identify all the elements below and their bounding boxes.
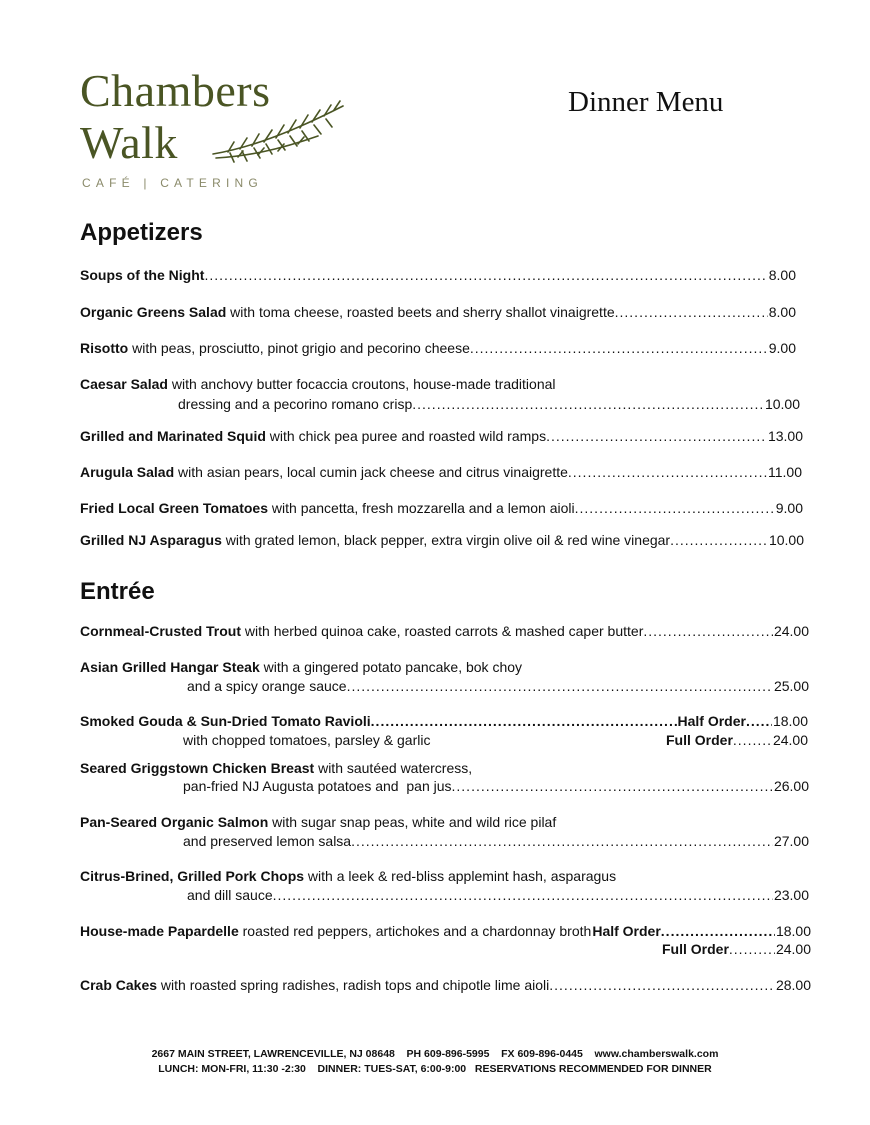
- item-price: 18.00: [772, 713, 808, 729]
- dot-leader: [746, 712, 772, 730]
- rosemary-sprig-icon: [208, 96, 348, 166]
- logo-tagline: CAFÉ | CATERING: [82, 176, 263, 190]
- item-description: with sugar snap peas, white and wild rice pilaf: [268, 814, 557, 830]
- menu-item: [80, 427, 803, 445]
- item-description: pan-fried NJ Augusta potatoes and pan jus: [183, 778, 452, 794]
- dot-leader: [615, 303, 768, 321]
- restaurant-logo: [80, 65, 360, 198]
- item-price: 23.00: [773, 887, 809, 903]
- dot-leader: [452, 777, 773, 795]
- item-description: with roasted spring radishes, radish tops and chipotle lime aioli: [157, 977, 550, 993]
- dot-leader: [575, 499, 775, 517]
- item-name: Asian Grilled Hangar Steak: [80, 659, 260, 675]
- logo-wordmark-line1: Chambers: [80, 65, 271, 116]
- item-name: Crab Cakes: [80, 977, 158, 993]
- menu-item: [80, 658, 809, 676]
- menu-item-continuation: [183, 832, 809, 850]
- item-name: Grilled and Marinated Squid: [80, 428, 266, 444]
- dot-leader: [733, 731, 772, 749]
- dot-leader: [204, 266, 767, 284]
- full-order-line: [662, 940, 811, 958]
- item-price: 24.00: [773, 623, 809, 639]
- dot-leader: [546, 427, 767, 445]
- item-price: 24.00: [775, 941, 811, 957]
- item-description: with chopped tomatoes, parsley & garlic: [183, 732, 431, 748]
- menu-item: [80, 463, 802, 481]
- footer-hours: LUNCH: MON-FRI, 11:30 -2:30 DINNER: TUES-SAT, 6:00-9:00 RESERVATIONS RECOMMENDED FOR DINNER: [158, 1063, 712, 1075]
- logo-wordmark-line2: Walk: [80, 117, 178, 168]
- item-name: Grilled NJ Asparagus: [80, 532, 222, 548]
- menu-item: [80, 759, 809, 777]
- item-name: Pan-Seared Organic Salmon: [80, 814, 269, 830]
- menu-item: [80, 531, 804, 549]
- item-description: dressing and a pecorino romano crisp: [178, 396, 413, 412]
- item-name: Arugula Salad: [80, 464, 175, 480]
- item-description: with toma cheese, roasted beets and sherry shallot vinaigrette: [226, 304, 615, 320]
- dot-leader: [273, 886, 773, 904]
- entree-heading: Entrée: [80, 578, 155, 605]
- menu-item: [80, 867, 809, 885]
- item-description: with herbed quinoa cake, roasted carrots & mashed caper butter: [241, 623, 644, 639]
- footer-address: 2667 MAIN STREET, LAWRENCEVILLE, NJ 08648 PH 609-896-5995 FX 609-896-0445 www.chamberswalk.com: [151, 1048, 719, 1060]
- full-order-line: [666, 731, 808, 749]
- item-price: 28.00: [775, 977, 811, 993]
- item-name: Smoked Gouda & Sun-Dried Tomato Ravioli: [80, 713, 371, 729]
- item-description: with chick pea puree and roasted wild ramps: [265, 428, 547, 444]
- dot-leader: [729, 940, 775, 958]
- item-price: 24.00: [772, 732, 808, 748]
- menu-item-continuation: [183, 731, 475, 749]
- item-description: with peas, prosciutto, pinot grigio and pecorino cheese: [128, 340, 470, 356]
- item-price: 25.00: [773, 678, 809, 694]
- item-price: 9.00: [775, 500, 803, 516]
- item-name: Citrus-Brined, Grilled Pork Chops: [80, 868, 305, 884]
- dot-leader: [347, 677, 773, 695]
- menu-item: [80, 622, 809, 640]
- dot-leader: [412, 395, 764, 413]
- item-price: 10.00: [764, 396, 800, 412]
- menu-item: [80, 922, 811, 940]
- item-description: with a gingered potato pancake, bok choy: [259, 659, 523, 675]
- item-name: Caesar Salad: [80, 376, 168, 392]
- item-name: Organic Greens Salad: [80, 304, 227, 320]
- item-description: with pancetta, fresh mozzarella and a lemon aioli: [268, 500, 575, 516]
- item-description: with sautéed watercress,: [314, 760, 473, 776]
- menu-item: [80, 976, 811, 994]
- item-description: and preserved lemon salsa: [183, 833, 352, 849]
- full-order-label: Full Order: [662, 941, 729, 957]
- dot-leader: [470, 339, 768, 357]
- menu-item-continuation: [187, 677, 809, 695]
- menu-item: [80, 813, 809, 831]
- item-description: with anchovy butter focaccia croutons, house-made traditional: [167, 376, 556, 392]
- dot-leader: [670, 531, 768, 549]
- item-price: 27.00: [773, 833, 809, 849]
- item-name: Soups of the Night: [80, 267, 205, 283]
- item-name: Risotto: [80, 340, 129, 356]
- item-description: with asian pears, local cumin jack cheese and citrus vinaigrette: [174, 464, 568, 480]
- item-price: 10.00: [768, 532, 804, 548]
- dot-leader: [351, 832, 773, 850]
- menu-item: [80, 266, 796, 284]
- menu-item: [80, 712, 808, 730]
- item-price: 13.00: [767, 428, 803, 444]
- dot-leader: [661, 922, 775, 940]
- page-title: Dinner Menu: [568, 86, 724, 118]
- item-name: House-made Papardelle: [80, 923, 239, 939]
- item-name: Seared Griggstown Chicken Breast: [80, 760, 315, 776]
- dot-leader: [371, 712, 678, 730]
- dot-leader: [643, 622, 773, 640]
- half-order-label: Half Order: [592, 923, 661, 939]
- dot-leader: [549, 976, 775, 994]
- item-price: 8.00: [768, 304, 796, 320]
- item-name: Cornmeal-Crusted Trout: [80, 623, 242, 639]
- dot-leader: [568, 463, 767, 481]
- item-price: 26.00: [773, 778, 809, 794]
- item-price: 18.00: [775, 923, 811, 939]
- full-order-label: Full Order: [666, 732, 733, 748]
- menu-item-continuation: [187, 886, 809, 904]
- half-order-label: Half Order: [677, 713, 746, 729]
- menu-item-continuation: [178, 395, 800, 413]
- menu-item: [80, 375, 800, 393]
- menu-item: [80, 303, 796, 321]
- item-description: with a leek & red-bliss applemint hash, asparagus: [304, 868, 617, 884]
- item-price: 8.00: [768, 267, 796, 283]
- item-name: Fried Local Green Tomatoes: [80, 500, 269, 516]
- item-description: with grated lemon, black pepper, extra virgin olive oil & red wine vinegar: [221, 532, 671, 548]
- item-price: 11.00: [768, 464, 802, 480]
- menu-item: [80, 339, 796, 357]
- item-description: roasted red peppers, artichokes and a chardonnay broth: [238, 923, 592, 939]
- menu-item: [80, 499, 803, 517]
- appetizers-heading: Appetizers: [80, 219, 203, 246]
- item-description: and dill sauce: [187, 887, 273, 903]
- menu-item-continuation: [183, 777, 809, 795]
- item-description: and a spicy orange sauce: [187, 678, 347, 694]
- item-price: 9.00: [768, 340, 796, 356]
